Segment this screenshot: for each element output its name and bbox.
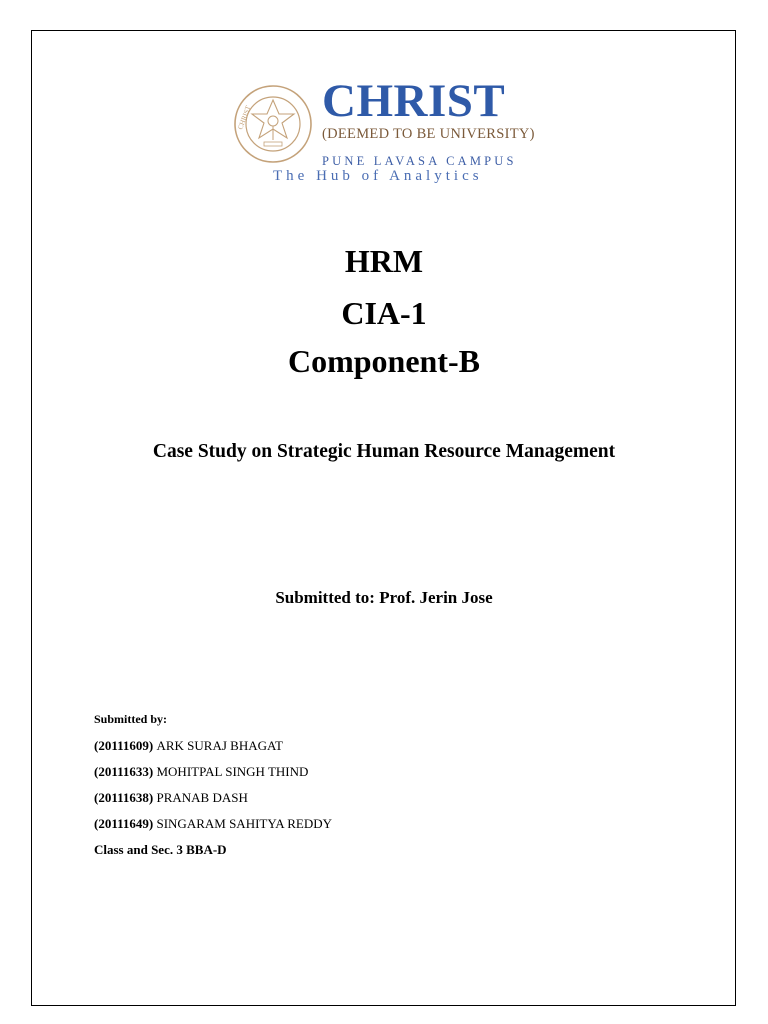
seal-text: CHRIST (236, 104, 253, 131)
member-id: (20111649) (94, 816, 154, 831)
subject-title: HRM (344, 243, 424, 279)
member-line (94, 817, 332, 830)
submitted-to: Submitted to: Prof. Jerin Jose (275, 588, 493, 607)
campus-name: PUNE LAVASA CAMPUS (322, 154, 517, 168)
member-name: SINGARAM SAHITYA REDDY (156, 816, 332, 831)
christ-university-seal-icon (233, 84, 313, 164)
member-name: ARK SURAJ BHAGAT (156, 738, 283, 753)
case-study-title: Case Study on Strategic Human Resource Management (152, 441, 616, 462)
member-id: (20111633) (94, 764, 154, 779)
university-status: (DEEMED TO BE UNIVERSITY) (322, 126, 535, 142)
member-id: (20111638) (94, 790, 154, 805)
university-logo (233, 75, 535, 188)
assessment-title: CIA-1 (341, 295, 427, 331)
member-line (94, 765, 332, 778)
component-title: Component-B (287, 343, 480, 379)
member-name: PRANAB DASH (156, 790, 248, 805)
member-id: (20111609) (94, 738, 154, 753)
member-line (94, 791, 332, 804)
class-section: Class and Sec. 3 BBA-D (94, 842, 227, 857)
submitted-by-section (94, 713, 332, 856)
member-name: MOHITPAL SINGH THIND (156, 764, 309, 779)
member-line (94, 739, 332, 752)
submitted-by-heading: Submitted by: (94, 712, 168, 726)
campus-tagline: The Hub of Analytics (273, 168, 483, 184)
university-wordmark: CHRIST (322, 75, 506, 127)
